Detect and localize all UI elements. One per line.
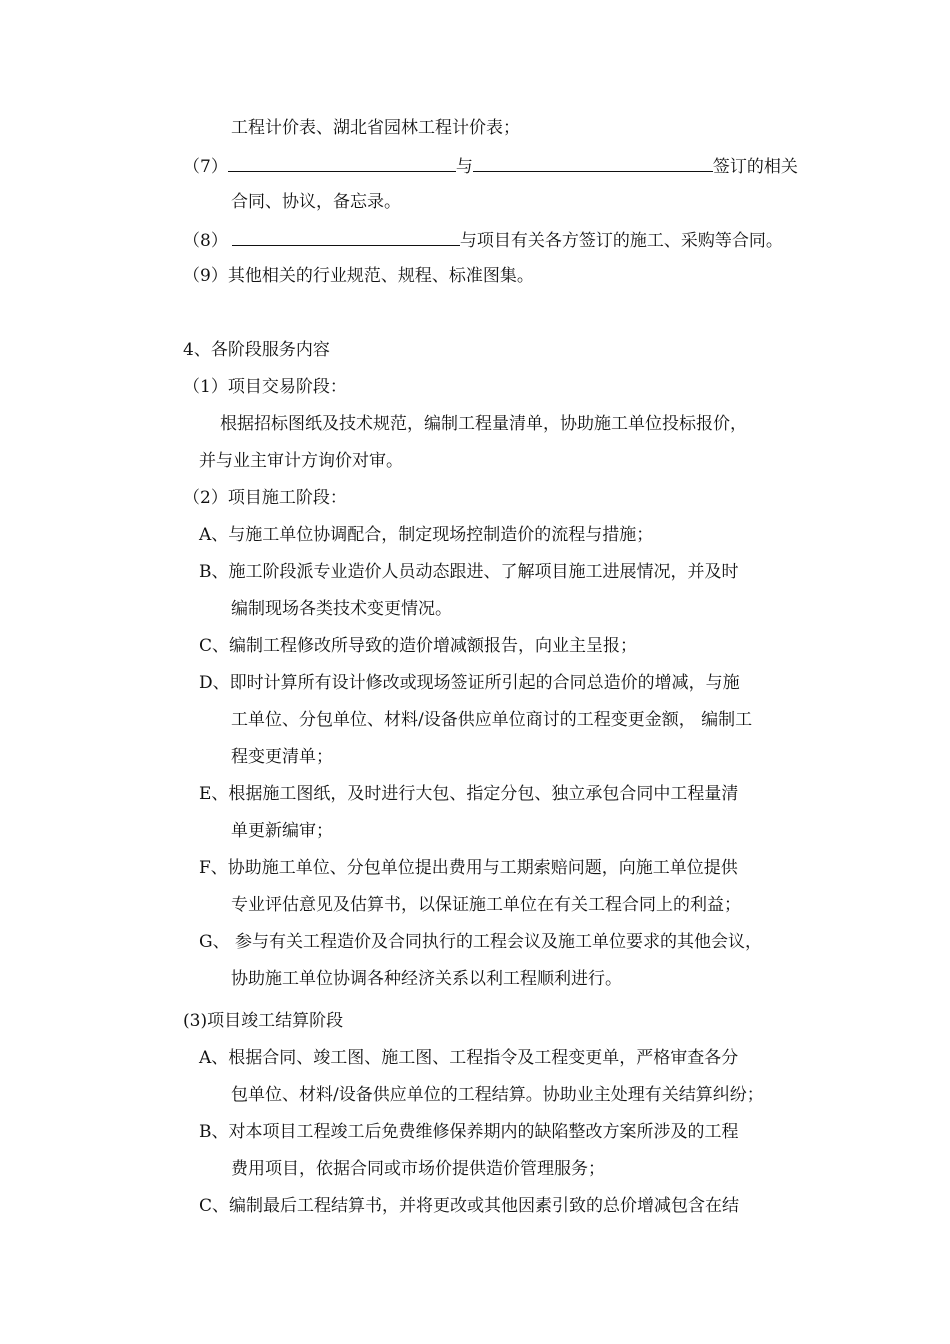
item-number: （7）: [183, 157, 228, 177]
text-line: 专业评估意见及估算书，以保证施工单位在有关工程合同上的利益；: [231, 895, 741, 915]
text-line: 工程计价表、湖北省园林工程计价表；: [231, 118, 520, 138]
list-item: B、施工阶段派专业造价人员动态跟进、了解项目施工进展情况，并及时: [199, 562, 739, 582]
trailing-text: 签订的相关: [712, 157, 798, 177]
subsection-heading: (3)项目竣工结算阶段: [183, 1011, 344, 1031]
fill-in-blank: [473, 154, 713, 172]
text-line-item-8: [183, 228, 783, 252]
text-line: 包单位、材料/设备供应单位的工程结算。协助业主处理有关结算纠纷；: [231, 1085, 764, 1105]
list-item: A、与施工单位协调配合，制定现场控制造价的流程与措施；: [199, 525, 654, 545]
text-line: 单更新编审；: [231, 821, 333, 841]
list-item: E、根据施工图纸，及时进行大包、指定分包、独立承包合同中工程量清: [199, 784, 739, 804]
item-number: （8）: [183, 231, 228, 251]
list-item: C、编制最后工程结算书，并将更改或其他因素引致的总价增减包含在结: [199, 1196, 740, 1216]
fill-in-blank: [232, 228, 460, 246]
text-line: 协助施工单位协调各种经济关系以利工程顺利进行。: [231, 969, 622, 989]
list-item: F、协助施工单位、分包单位提出费用与工期索赔问题，向施工单位提供: [199, 858, 738, 878]
text-line: 并与业主审计方询价对审。: [199, 451, 403, 471]
list-item: C、编制工程修改所导致的造价增减额报告，向业主呈报；: [199, 636, 638, 656]
list-item: B、对本项目工程竣工后免费维修保养期内的缺陷整改方案所涉及的工程: [199, 1122, 739, 1142]
list-item: A、根据合同、竣工图、施工图、工程指令及工程变更单，严格审查各分: [199, 1048, 739, 1068]
text-line: 根据招标图纸及技术规范，编制工程量清单，协助施工单位投标报价，: [220, 414, 747, 434]
text-line: 合同、协议，备忘录。: [231, 192, 401, 212]
text-line: 费用项目，依据合同或市场价提供造价管理服务；: [231, 1159, 605, 1179]
text-line: 程变更清单；: [231, 747, 333, 767]
text-line-item-7: [183, 154, 798, 178]
trailing-text: 与项目有关各方签订的施工、采购等合同。: [459, 231, 783, 251]
section-heading: 4、各阶段服务内容: [183, 340, 330, 360]
fill-in-blank: [228, 154, 456, 172]
text-line: 工单位、分包单位、材料/设备供应单位商讨的工程变更金额， 编制工: [231, 710, 753, 730]
subsection-heading: （1）项目交易阶段：: [183, 377, 347, 397]
text-line: 编制现场各类技术变更情况。: [231, 599, 452, 619]
list-item: D、即时计算所有设计修改或现场签证所引起的合同总造价的增减，与施: [199, 673, 740, 693]
text-line: （9）其他相关的行业规范、规程、标准图集。: [183, 266, 534, 286]
connector-text: 与: [455, 157, 473, 177]
list-item: G、 参与有关工程造价及合同执行的工程会议及施工单位要求的其他会议，: [199, 932, 762, 952]
subsection-heading: （2）项目施工阶段：: [183, 488, 347, 508]
